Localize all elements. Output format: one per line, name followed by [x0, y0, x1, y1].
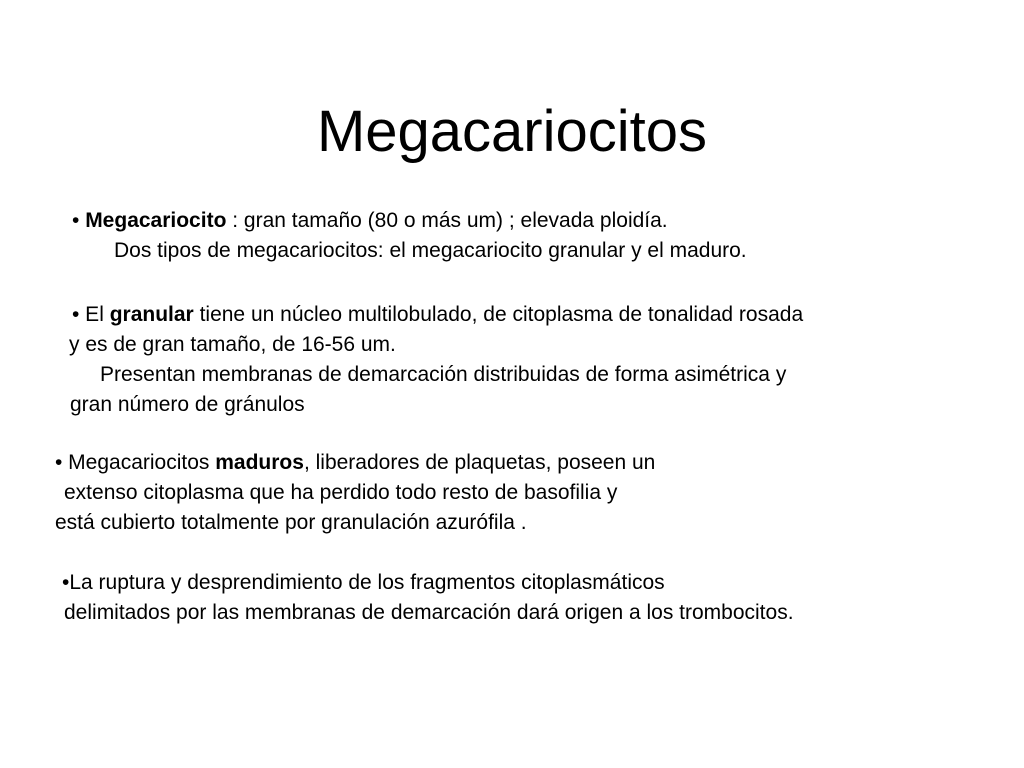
paragraph-line: Presentan membranas de demarcación distribuidas de forma asimétrica y	[100, 363, 787, 386]
paragraph-line: está cubierto totalmente por granulación azurófila .	[55, 511, 527, 534]
bold-term: granular	[109, 303, 194, 326]
paragraph-line	[55, 448, 655, 478]
paragraph-line	[72, 300, 803, 330]
paragraph-megacariocito	[72, 206, 747, 266]
paragraph-granular	[69, 300, 804, 420]
paragraph-line	[72, 206, 705, 236]
slide-title: Megacariocitos	[316, 99, 708, 164]
paragraph-ruptura	[62, 568, 792, 628]
bold-term: maduros	[215, 451, 304, 474]
bullet-prefix: • Megacariocitos	[55, 451, 216, 474]
paragraph-line: gran número de gránulos	[70, 393, 305, 416]
line-text: tiene un núcleo multilobulado, de citoplasma de tonalidad rosada	[193, 303, 804, 326]
paragraph-line: y es de gran tamaño, de 16-56 um.	[69, 333, 396, 356]
paragraph-line: •La ruptura y desprendimiento de los fragmentos citoplasmáticos	[62, 571, 665, 594]
line-text: : gran tamaño (80 o más um) ; elevada ploidía.	[226, 209, 668, 232]
paragraph-maduros	[55, 448, 655, 538]
paragraph-line: Dos tipos de megacariocitos: el megacariocito granular y el maduro.	[114, 239, 747, 262]
bold-term: Megacariocito	[85, 209, 227, 232]
bullet-prefix: • El	[72, 303, 110, 326]
paragraph-line: delimitados por las membranas de demarcación dará origen a los trombocitos.	[64, 601, 794, 624]
line-text: , liberadores de plaquetas, poseen un	[303, 451, 656, 474]
bullet-prefix: •	[72, 209, 86, 232]
paragraph-line: extenso citoplasma que ha perdido todo resto de basofilia y	[64, 481, 618, 504]
